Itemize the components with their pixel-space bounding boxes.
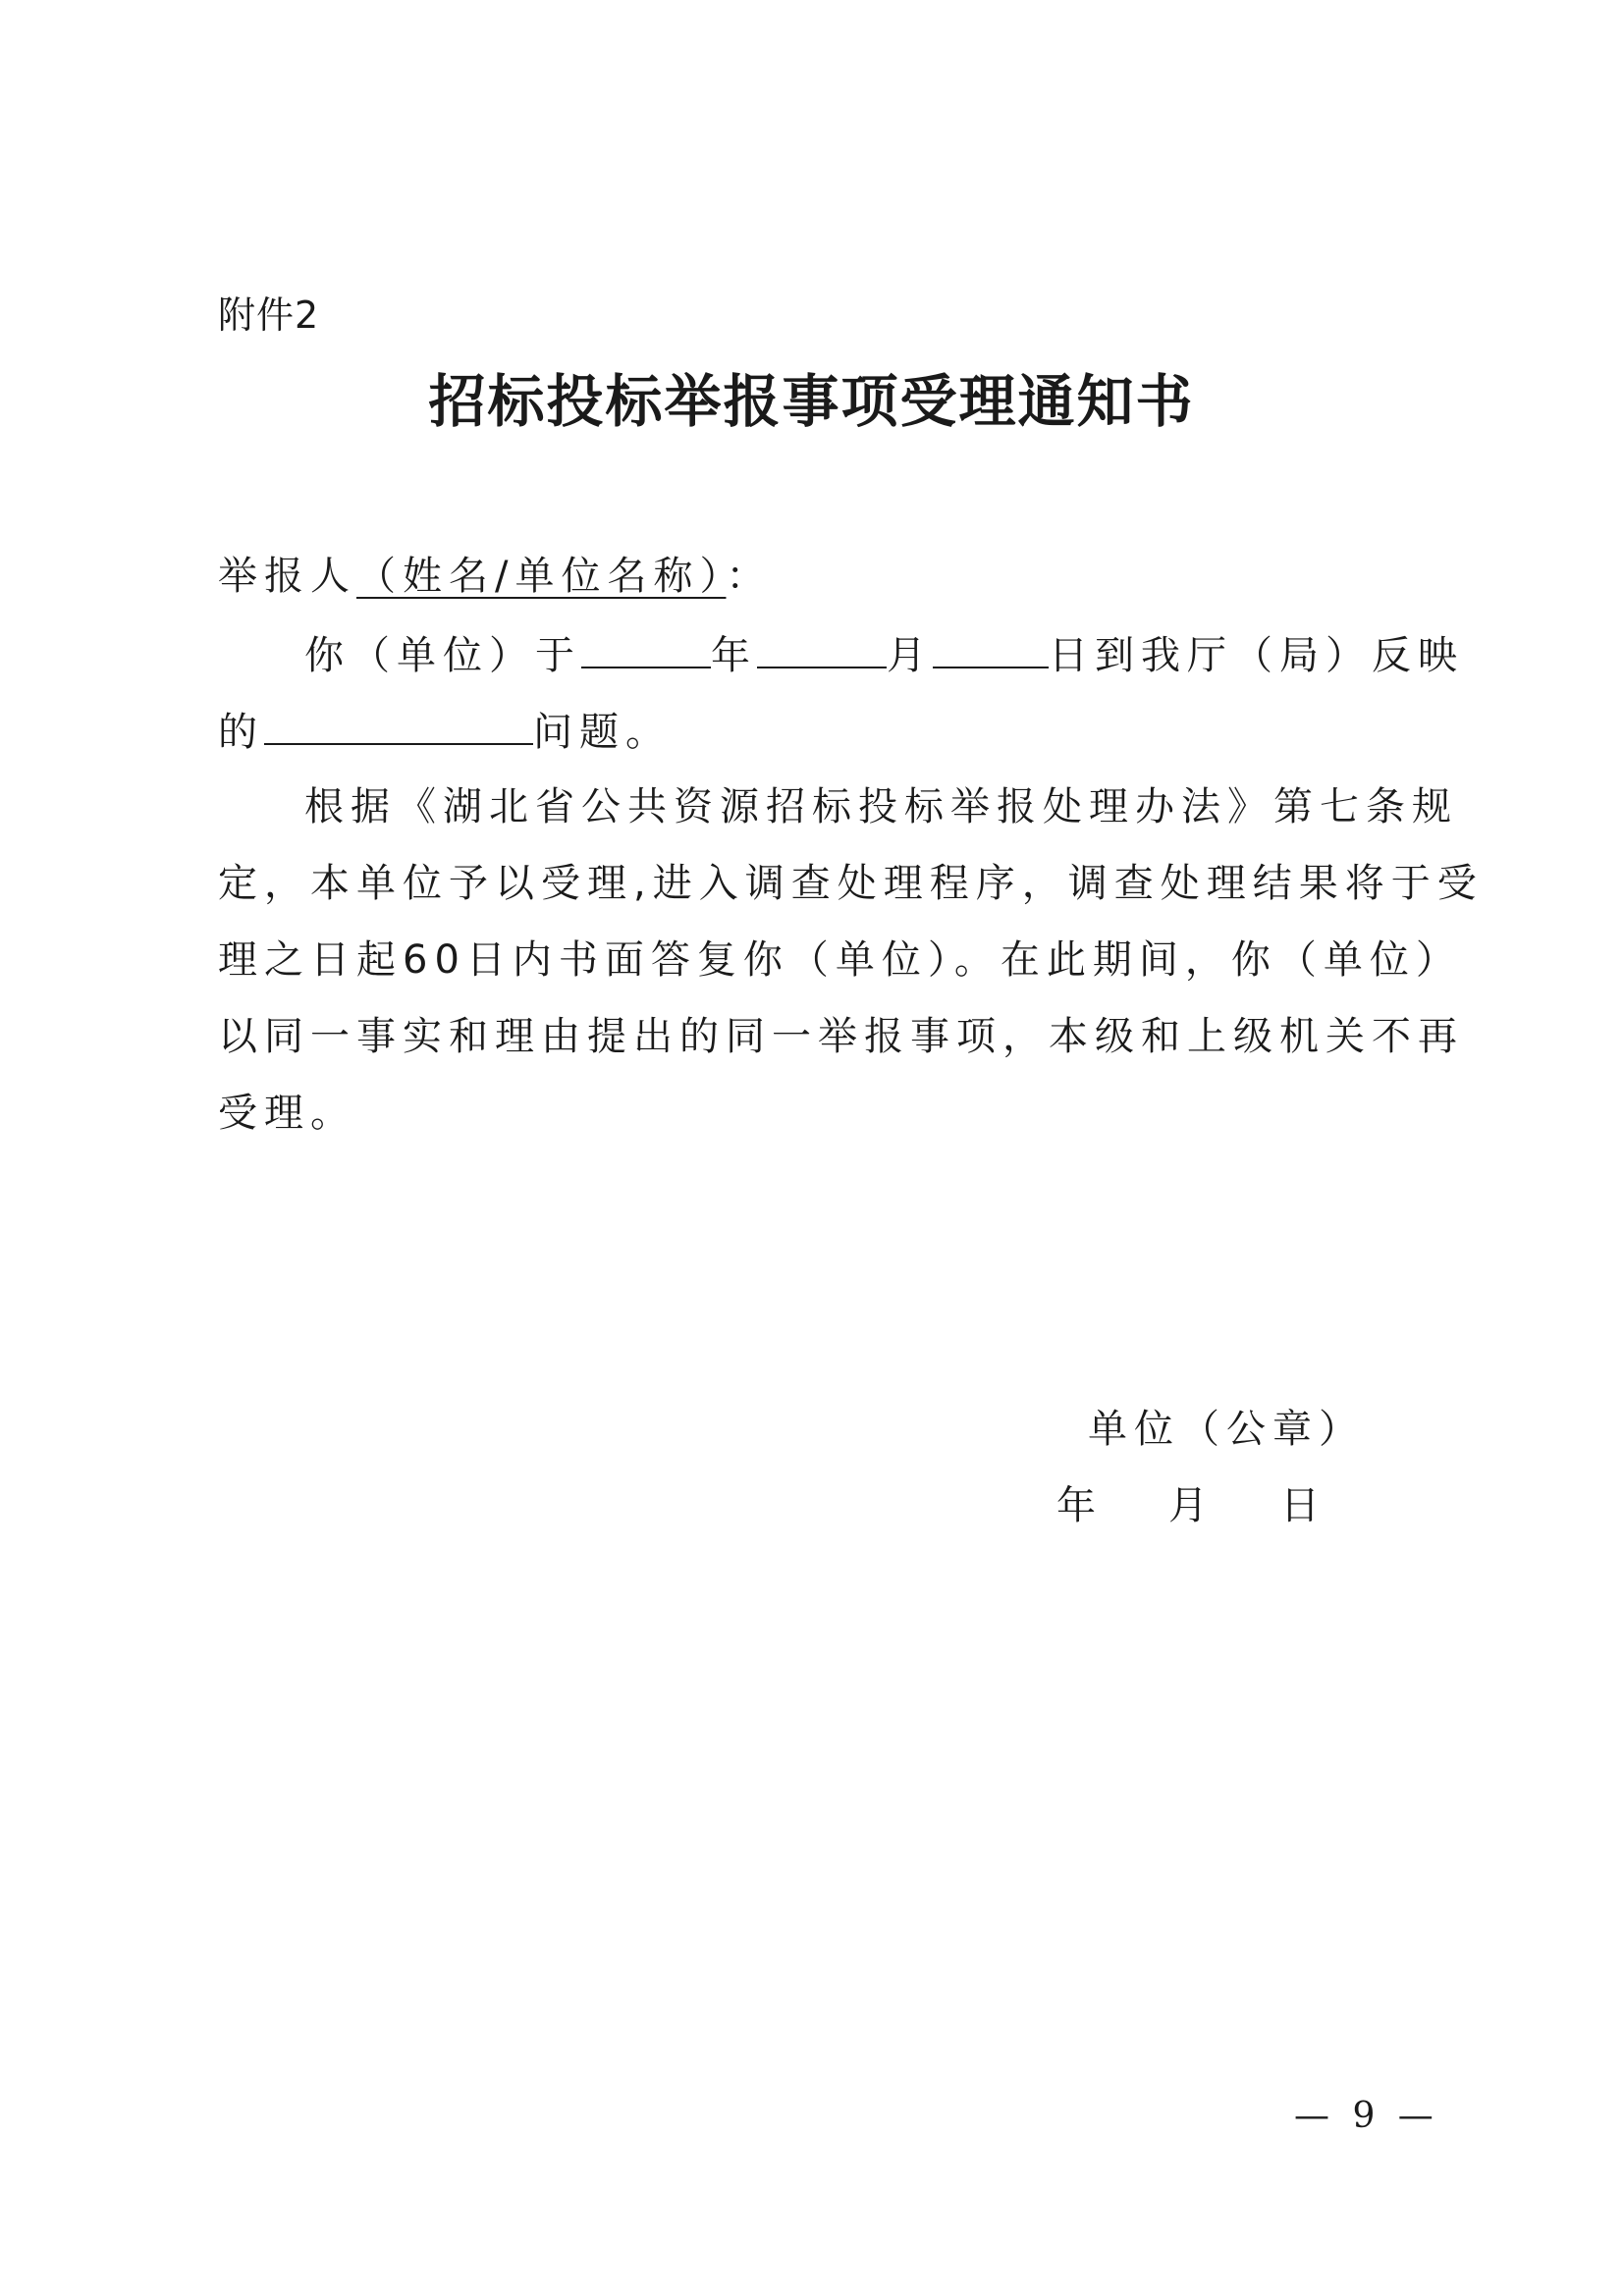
signature-date xyxy=(1056,1480,1326,1531)
para1-month-label: 月 xyxy=(887,633,933,678)
para2-line2: 定，本单位予以受理,进入调查处理程序，调查处理结果将于受 xyxy=(218,861,1484,906)
month-blank xyxy=(757,627,887,668)
unit-seal-label: 单位（公章） xyxy=(1088,1407,1365,1452)
para1-line1-start: 你（单位）于 xyxy=(304,633,581,678)
para2-line3: 理之日起60日内书面答复你（单位）。在此期间，你（单位） xyxy=(218,937,1462,983)
para1-line1-end: 日到我厅（局）反映 xyxy=(1049,633,1464,678)
attachment-label: 附件2 xyxy=(218,294,320,337)
recipient-line xyxy=(218,551,1426,602)
day-blank xyxy=(933,627,1049,668)
para2-line1: 根据《湖北省公共资源招标投标举报处理办法》第七条规 xyxy=(304,784,1458,829)
signature-day: 日 xyxy=(1280,1483,1326,1528)
para1-line2-start: 的 xyxy=(218,710,264,755)
page-number: — 9 — xyxy=(1294,2096,1439,2136)
signature-year: 年 xyxy=(1056,1483,1103,1528)
recipient-prefix: 举报人 xyxy=(218,554,356,599)
signature-month: 月 xyxy=(1168,1483,1215,1528)
para2-line5: 受理。 xyxy=(218,1091,356,1136)
para1-line2 xyxy=(218,704,1426,758)
recipient-placeholder: （姓名/单位名称） xyxy=(356,554,727,599)
document-title: 招标投标举报事项受理通知书 xyxy=(428,368,1195,435)
para1-line2-end: 问题。 xyxy=(533,710,672,755)
issue-blank xyxy=(264,704,533,745)
para1-year-label: 年 xyxy=(711,633,757,678)
para1-line1 xyxy=(304,627,1512,681)
recipient-suffix: ： xyxy=(726,554,773,599)
para2-line4: 以同一事实和理由提出的同一举报事项，本级和上级机关不再 xyxy=(218,1014,1464,1059)
year-blank xyxy=(581,627,711,668)
